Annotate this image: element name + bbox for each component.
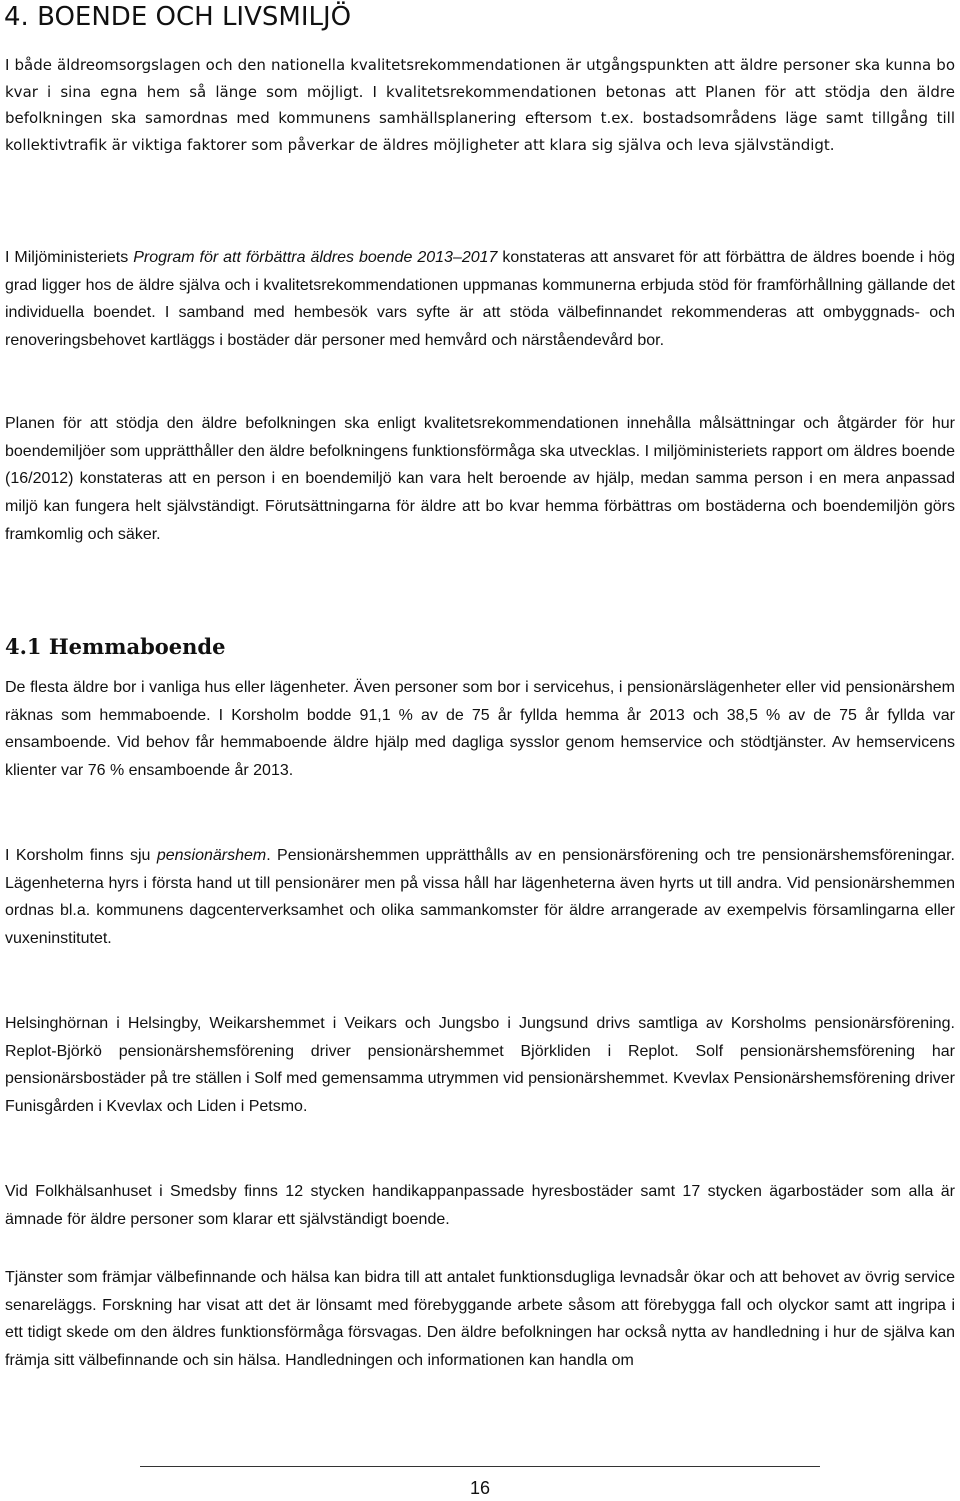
page-number: 16: [469, 1478, 491, 1498]
paragraph-folkhalsanhuset: Vid Folkhälsanhuset i Smedsby finns 12 stycken handikappanpassade hyresbostäder samt 17 stycken ägarbostäder som alla är ämnade för äldre personer som klarar ett självständigt boende.: [5, 1183, 955, 1228]
paragraph-planen: Planen för att stödja den äldre befolkningen ska enligt kvalitetsrekommendationen innehålla målsättningar och åtgärder för hur boendemiljöer som upprätthåller den äldre befolkningens funktionsförmåga ska utvecklas. I miljöministeriets rapport om äldres boende (16/2012) konstateras att en person i en boendemiljö kan vara helt beroende av hjälp, medan samma person i en mera anpassad miljö kan fungera helt självständigt. Förutsättningarna för äldre att bo kvar hemma förbättras om bostäderna och boendemiljön görs framkomlig och säker.: [5, 415, 955, 543]
section-heading: 4. BOENDE OCH LIVSMILJÖ: [4, 2, 352, 32]
paragraph-text: I Miljöministeriets: [5, 249, 134, 266]
subsection-heading: 4.1 Hemmaboende: [5, 634, 226, 659]
paragraph-text: I Korsholm finns sju: [5, 847, 157, 864]
paragraph-text: . Pensionärshemmen upprätthålls av en pensionärsförening och tre pensionärshemsföreningar. Lägenheterna hyrs i första hand ut till pensionärer men på vissa håll har lägenheterna även hyrts ut till andra. Vid pensionärshemmen ordnas bl.a. kommunens dagcenterverksamhet och olika sammankomster för äldre arrangerade av exempelvis församlingarna eller vuxeninstitutet.: [5, 847, 955, 948]
pensionarshem-term: pensionärshem: [156, 847, 267, 864]
paragraph-tjanster: Tjänster som främjar välbefinnande och hälsa kan bidra till att antalet funktionsdugliga levnadsår ökar och att behovet av övrig service senareläggs. Forskning har visat att det är lönsamt med förebyggande arbete såsom att förebygga fall och olyckor samt att ingripa i ett tidigt skede om den äldres funktionsförmåga försvagas. Den äldre befolkningen har också nytta av handledning i hur de själva kan främja sitt välbefinnande och sin hälsa. Handledningen och informationen kan handla om: [5, 1269, 955, 1370]
program-title: Program för att förbättra äldres boende 2013–2017: [133, 249, 498, 266]
paragraph-text: konstateras att ansvaret för att förbättra de äldres boende i hög grad ligger hos de äldre själva och i kvalitetsrekommendationen uppmanas kommunerna erbjuda stöd för framförhållning gällande det individuella boendet. I samband med hembesök vars syfte är att stöda välbefinnandet rekommenderas att ombyggnads- och renoveringsbehovet kartläggs i bostäder där personer med hemvård och närståendevård bor.: [5, 249, 956, 350]
paragraph-foreningar: Helsinghörnan i Helsingby, Weikarshemmet i Veikars och Jungsbo i Jungsund drivs samtliga av Korsholms pensionärsförening. Replot-Björkö pensionärshemsförening driver pensionärshemmet Björkliden i Replot. Solf pensionärshemsförening har pensionärsbostäder på tre ställen i Solf med gemensamma utrymmen vid pensionärshemmet. Kvevlax Pensionärshemsförening driver Funisgården i Kvevlax och Liden i Petsmo.: [5, 1015, 955, 1116]
paragraph-pensionarshem: [5, 842, 955, 953]
footer-divider: [140, 1466, 820, 1467]
paragraph-hemmaboende: De flesta äldre bor i vanliga hus eller lägenheter. Även personer som bor i servicehus, i pensionärslägenheter eller vid pensionärshem räknas som hemmaboende. I Korsholm bodde 91,1 % av de 75 år fyllda hemma år 2013 och 38,5 % av de 75 år fyllda var ensamboende. Vid behov får hemmaboende äldre hjälp med dagliga sysslor genom hemservice och stödtjänster. Av hemservicens klienter var 76 % ensamboende år 2013.: [5, 679, 955, 780]
paragraph-intro: I både äldreomsorgslagen och den nationella kvalitetsrekommendationen är utgångspunkten att äldre personer ska kunna bo kvar i sina egna hem så länge som möjligt. I kvalitetsrekommendationen betonas att Planen för att stödja den äldre befolkningen ska samordnas med kommunens samhällsplanering eftersom t.ex. bostadsområdens läge samt tillgång till kollektivtrafik är viktiga faktorer som påverkar de äldres möjligheter att klara sig själva och leva självständigt.: [5, 56, 955, 154]
paragraph-miljoministeriet: [5, 244, 955, 355]
